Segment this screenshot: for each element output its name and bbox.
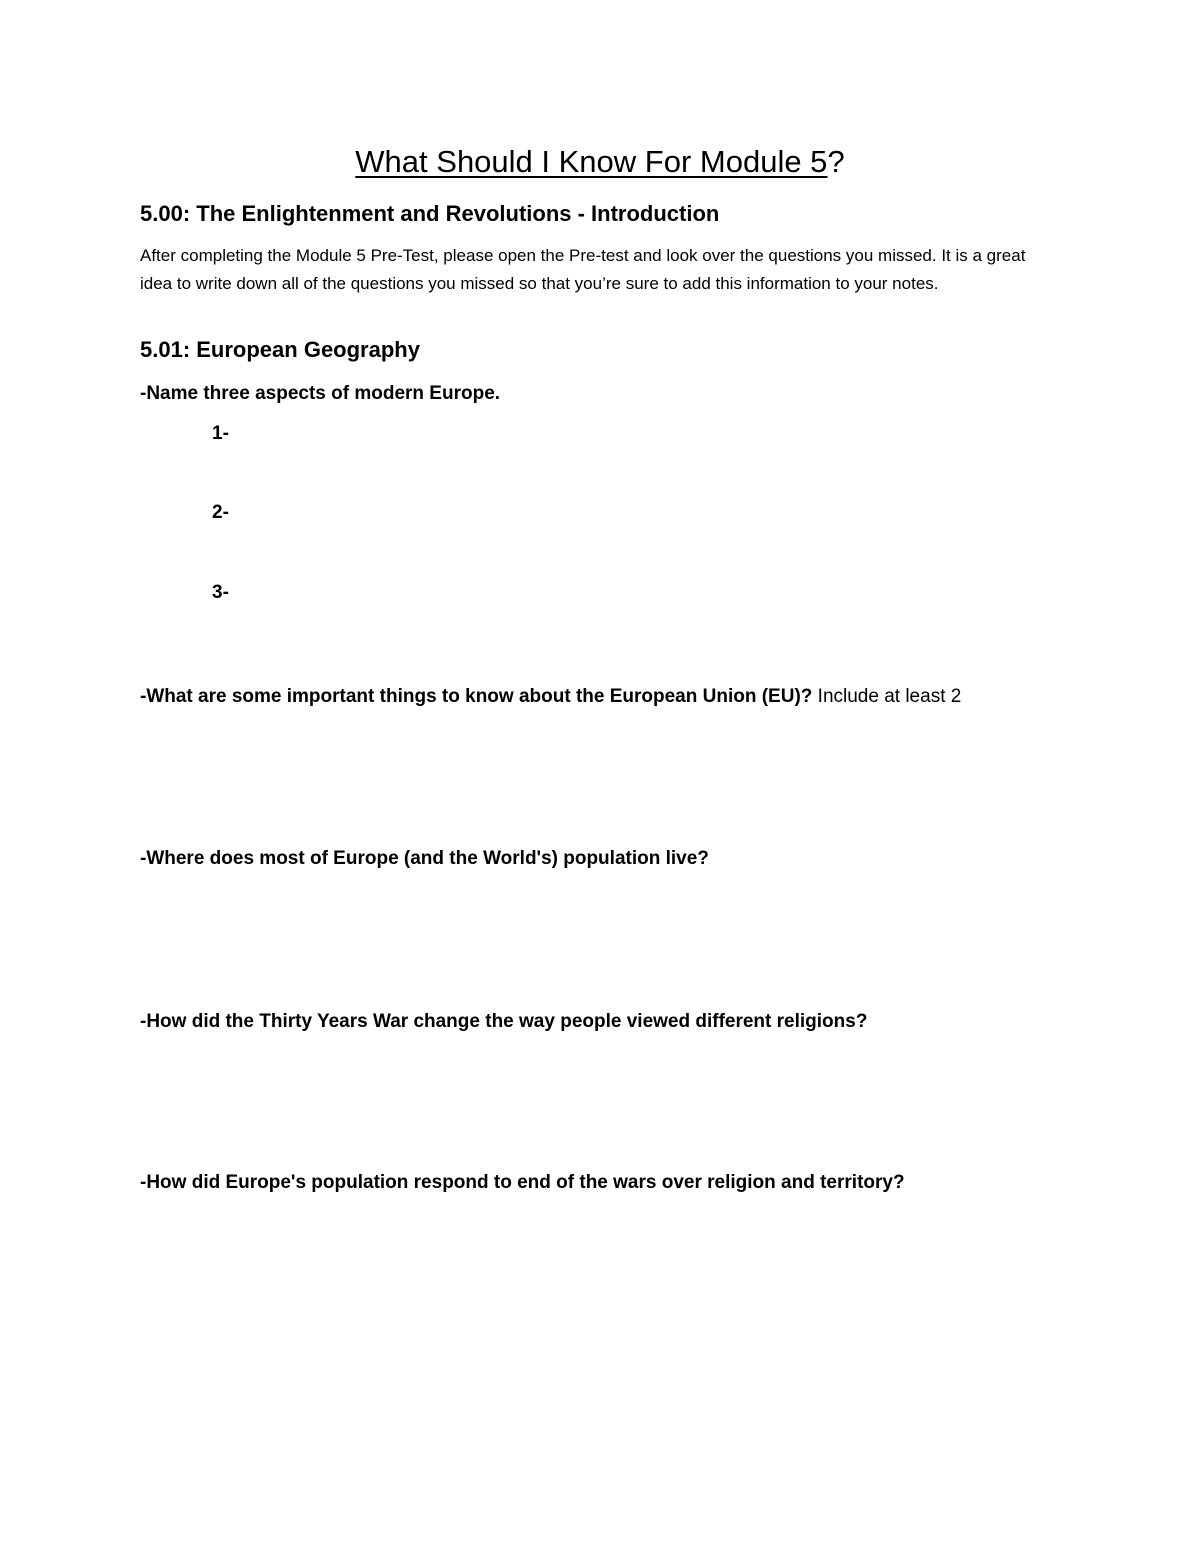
section-5-00-heading: 5.00: The Enlightenment and Revolutions - Introduction xyxy=(140,201,720,226)
document-title xyxy=(0,142,1200,182)
answer-item-3: 3- xyxy=(212,582,229,603)
question-thirty-years-war: -How did the Thirty Years War change the way people viewed different religions? xyxy=(140,1011,868,1032)
document-title-underlined: What Should I Know For Module 5 xyxy=(355,144,828,179)
document-title-suffix: ? xyxy=(827,144,845,179)
question-aspects-of-europe: -Name three aspects of modern Europe. xyxy=(140,383,501,404)
question-population: -Where does most of Europe (and the World's) population live? xyxy=(140,848,709,869)
question-european-union-note: Include at least 2 xyxy=(812,686,962,707)
section-5-00-paragraph: After completing the Module 5 Pre-Test, please open the Pre-test and look over the questions you missed. It is a great idea to write down all of the questions you missed so that you’re sure to add this information to your notes. xyxy=(140,246,1026,293)
question-european-union-bold: -What are some important things to know about the European Union (EU)? xyxy=(140,686,813,707)
answer-item-2: 2- xyxy=(212,502,229,523)
question-population-response: -How did Europe's population respond to end of the wars over religion and territory? xyxy=(140,1172,905,1193)
question-european-union xyxy=(140,684,961,710)
answer-item-1: 1- xyxy=(212,423,229,444)
section-5-01-heading: 5.01: European Geography xyxy=(140,337,420,362)
